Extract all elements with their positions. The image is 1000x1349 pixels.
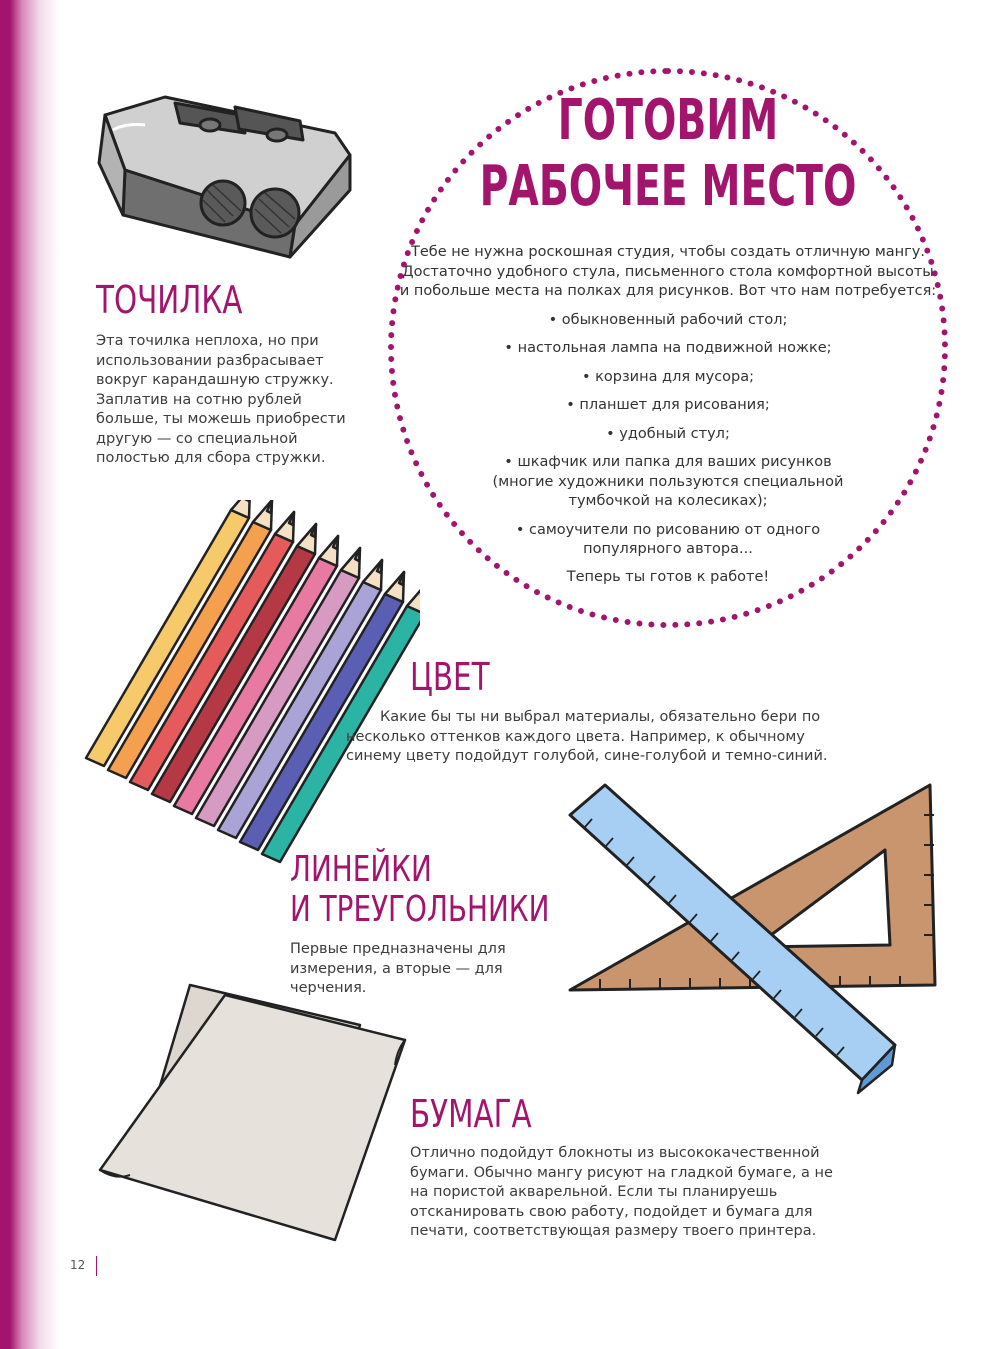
intro-list-item: • удобный стул;: [606, 425, 730, 442]
page-title: [388, 88, 948, 220]
page-number: 12: [70, 1258, 86, 1272]
page-title-line1: ГОТОВИМ: [557, 88, 779, 153]
intro-paragraph: Тебе не нужна роскошная студия, чтобы создать отличную мангу. Достаточно удобного стула, письменного стола комфортной высоты и побольше места на полках для рисунков. Вот что нам потребуется:: [399, 244, 937, 299]
color-text: Какие бы ты ни выбрал материалы, обязательно бери по несколько оттенков каждого цвета. Например, к обычному синему цвету подойдут голубой, сине-голубой и темно-синий.: [346, 709, 828, 764]
intro-list-item: • корзина для мусора;: [581, 368, 755, 385]
paper-title: БУМАГА: [410, 1092, 532, 1136]
rulers-title: [290, 850, 549, 930]
intro-list-item: • самоучители по рисованию от одного популярного автора...: [515, 521, 821, 557]
page-edge-gradient: [0, 0, 60, 1349]
sharpener-text: Эта точилка неплоха, но при использовании разбрасывает вокруг карандашную стружку. Заплатив на сотню рублей больше, ты можешь приобрести другую — со специальной полостью для сбора стружки.: [96, 333, 346, 466]
page-title-line2: РАБОЧЕЕ МЕСТО: [479, 154, 857, 219]
intro-list-item: • обыкновенный рабочий стол;: [548, 311, 788, 328]
rulers-title-line2: И ТРЕУГОЛЬНИКИ: [290, 889, 550, 930]
intro-list: [396, 311, 940, 560]
color-title: ЦВЕТ: [410, 655, 490, 699]
sharpener-title: ТОЧИЛКА: [96, 278, 243, 322]
intro-list-item: • шкафчик или папка для ваших рисунков (многие художники пользуются специальной тумбочкой на колесиках);: [492, 454, 844, 509]
ruler-triangle-illustration: [540, 775, 950, 1095]
colored-pencils-illustration: [80, 500, 420, 880]
intro-body: [396, 243, 940, 587]
intro-list-item: • настольная лампа на подвижной ножке;: [504, 340, 832, 356]
paper-illustration: [95, 975, 415, 1245]
sharpener-illustration: [95, 85, 360, 260]
page-number-divider: [96, 1256, 97, 1276]
intro-closing: Теперь ты готов к работе!: [566, 568, 770, 585]
rulers-text: Первые предназначены для измерения, а вторые — для черчения.: [290, 941, 506, 996]
intro-list-item: • планшет для рисования;: [566, 397, 770, 413]
paper-text: Отлично подойдут блокноты из высококачественной бумаги. Обычно мангу рисуют на гладкой бумаге, а не на пористой акварельной. Если ты планируешь отсканировать свою работу, подойдет и бумага для печати, соответствующая размеру твоего принтера.: [410, 1145, 833, 1239]
rulers-title-line1: ЛИНЕЙКИ: [290, 849, 432, 890]
